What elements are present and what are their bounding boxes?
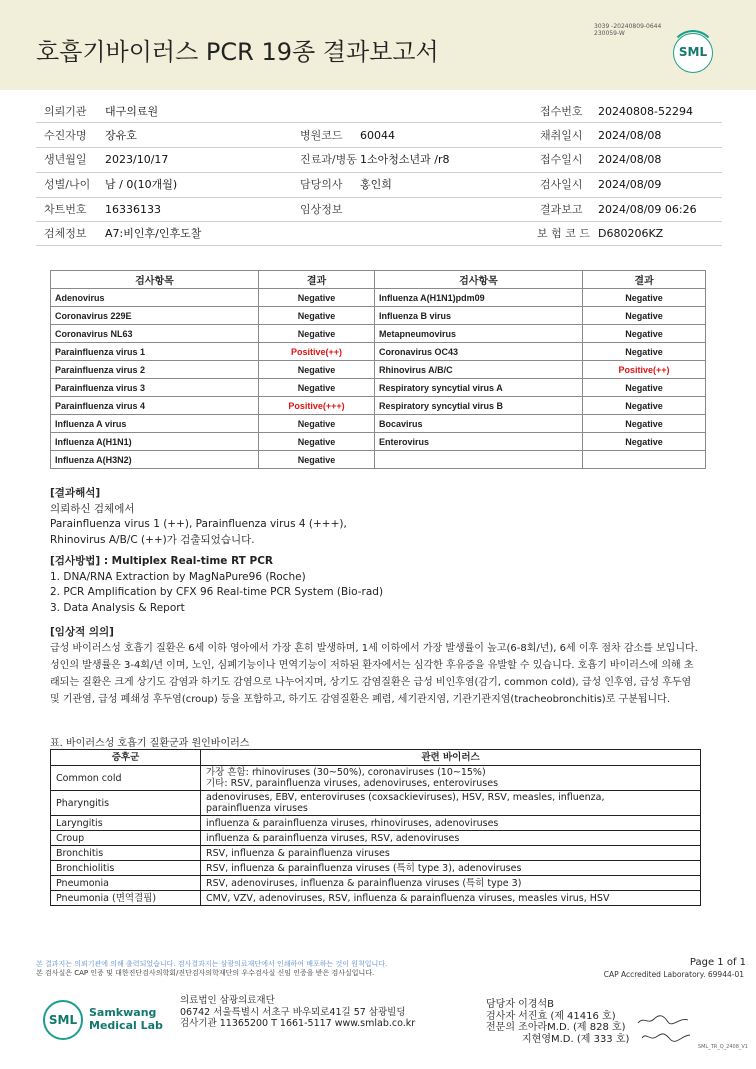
disease-table-caption: 표. 바이러스성 호흡기 질환군과 원인바이러스	[50, 738, 250, 749]
test-result: Negative	[583, 415, 706, 433]
birth-value: 2023/10/17	[105, 153, 169, 166]
test-result: Negative	[259, 379, 375, 397]
results-row	[51, 307, 706, 325]
requester-value: 대구의료원	[105, 105, 159, 118]
method-section	[50, 554, 383, 616]
disease-row	[51, 791, 701, 816]
results-row	[51, 379, 706, 397]
test-name: Parainfluenza virus 2	[51, 361, 259, 379]
collect-date-label: 채취일시	[540, 129, 583, 142]
report-date-label: 결과보고	[540, 203, 583, 216]
syndrome-name: Laryngitis	[51, 816, 201, 831]
test-name: Influenza A(H1N1)pdm09	[375, 289, 583, 307]
method-step: 3. Data Analysis & Report	[50, 601, 185, 614]
interpretation-line: Parainfluenza virus 1 (++), Parainfluenza virus 4 (+++),	[50, 518, 347, 530]
virus-line: CMV, VZV, adenoviruses, RSV, influenza & parainfluenza viruses, measles virus, HSV	[206, 892, 610, 904]
related-viruses	[201, 861, 701, 876]
watermark-text: 본 결과지는 의뢰기관에 의해 출력되었습니다. 검사결과지는 삼광의료재단에서 인쇄하여 배포하는 것이 원칙입니다.	[36, 960, 388, 968]
test-result: Positive(+++)	[259, 397, 375, 415]
disease-table	[50, 749, 701, 906]
footer-note	[36, 960, 387, 978]
syndrome-name: Pneumonia	[51, 876, 201, 891]
method-step: 1. DNA/RNA Extraction by MagNaPure96 (Roche)	[50, 570, 306, 583]
test-name: Influenza B virus	[375, 307, 583, 325]
footer-address: 의료법인 삼광의료재단 06742 서울특별시 서초구 바우뫼로41길 57 삼광빌딩 검사기관 11365200 T 1661-5117 www.smlab.co.kr	[180, 995, 416, 1029]
virus-line: 기타: RSV, parainfluenza viruses, adenoviruses, enteroviruses	[206, 778, 499, 789]
related-viruses	[201, 766, 701, 791]
receipt-no-label: 접수번호	[540, 105, 583, 118]
test-name: Respiratory syncytial virus A	[375, 379, 583, 397]
virus-line: RSV, influenza & parainfluenza viruses (특히 type 3), adenoviruses	[206, 862, 522, 874]
test-name: Coronavirus NL63	[51, 325, 259, 343]
interpretation-section	[50, 486, 347, 548]
virus-line: RSV, adenoviruses, influenza & parainfluenza viruses (특히 type 3)	[206, 877, 522, 889]
sml-logo-mark: SML	[43, 1000, 83, 1040]
test-result: Negative	[259, 451, 375, 469]
signature-image	[640, 1031, 692, 1043]
doctor-label: 담당의사	[300, 178, 343, 191]
syndrome-name: Pneumonia (면역결핍)	[51, 891, 201, 906]
virus-line: influenza & parainfluenza viruses, RSV, adenoviruses	[206, 832, 460, 844]
results-row	[51, 415, 706, 433]
test-name: Influenza A(H3N2)	[51, 451, 259, 469]
syndrome-name: Bronchitis	[51, 846, 201, 861]
patient-label: 수진자명	[44, 129, 87, 142]
disease-row	[51, 861, 701, 876]
test-name: Respiratory syncytial virus B	[375, 397, 583, 415]
birth-label: 생년월일	[44, 153, 87, 166]
test-name: Metapneumovirus	[375, 325, 583, 343]
page-number: Page 1 of 1	[689, 957, 746, 968]
insurance-value: D680206KZ	[598, 227, 664, 240]
sex-age-value: 남 / 0(10개월)	[105, 178, 178, 191]
test-name: Parainfluenza virus 4	[51, 397, 259, 415]
test-result: Negative	[259, 361, 375, 379]
related-viruses	[201, 791, 701, 816]
syndrome-name: Croup	[51, 831, 201, 846]
test-result: Negative	[583, 379, 706, 397]
col-header-test-item: 검사항목	[375, 271, 583, 289]
test-result: Negative	[259, 289, 375, 307]
insurance-label: 보 험 코 드	[537, 227, 590, 240]
test-name: Rhinovirus A/B/C	[375, 361, 583, 379]
dept-label: 진료과/병동	[300, 153, 357, 166]
test-name: Coronavirus OC43	[375, 343, 583, 361]
test-date-label: 검사일시	[540, 178, 583, 191]
receipt-date-value: 2024/08/08	[598, 153, 662, 166]
virus-line: influenza & parainfluenza viruses, rhinoviruses, adenoviruses	[206, 817, 499, 829]
results-table	[50, 270, 706, 469]
form-code: SML_TR_Q_2408_V1	[697, 1044, 748, 1050]
results-header-row	[51, 271, 706, 289]
specimen-label: 검체정보	[44, 227, 87, 240]
test-name: Parainfluenza virus 3	[51, 379, 259, 397]
related-viruses	[201, 891, 701, 906]
results-row	[51, 361, 706, 379]
results-row	[51, 325, 706, 343]
test-result: Negative	[583, 397, 706, 415]
virus-line: RSV, influenza & parainfluenza viruses	[206, 847, 390, 859]
results-row	[51, 433, 706, 451]
results-row	[51, 451, 706, 469]
syndrome-name: Bronchiolitis	[51, 861, 201, 876]
report-date-value: 2024/08/09 06:26	[598, 203, 697, 216]
interpretation-heading: [결과해석]	[50, 487, 101, 499]
test-result: Negative	[583, 325, 706, 343]
test-name: Enterovirus	[375, 433, 583, 451]
hospital-code-value: 60044	[360, 129, 395, 142]
test-name	[375, 451, 583, 469]
results-row	[51, 289, 706, 307]
interpretation-line: 의뢰하신 검체에서	[50, 502, 135, 515]
syndrome-name: Pharyngitis	[51, 791, 201, 816]
signature-image	[636, 1014, 690, 1026]
org-name: Samkwang Medical Lab	[89, 1006, 163, 1032]
report-title: 호흡기바이러스 PCR 19종 결과보고서	[36, 38, 439, 66]
test-name: Parainfluenza virus 1	[51, 343, 259, 361]
document-code: 3039 -20240809-0644 230059-W	[594, 23, 662, 37]
syndrome-name: Common cold	[51, 766, 201, 791]
sex-age-label: 성별/나이	[44, 178, 91, 191]
related-viruses	[201, 816, 701, 831]
receipt-date-label: 접수일시	[540, 153, 583, 166]
test-name: Coronavirus 229E	[51, 307, 259, 325]
doctor-value: 홍인희	[360, 178, 392, 191]
clinical-text: 급성 바이러스성 호흡기 질환은 6세 이하 영아에서 가장 흔히 발생하며, 1세 이하에서 가장 발생률이 높고(6-8회/년), 6세 이후 점차 감소를 보입니다. 성인의 발생률은 3-4회/년 이며, 노인, 심폐기능이나 면역기능이 저하된 환자에서는 심각한 후유증을 유발할 수 있습니다. 호흡기 바이러스에 의해 초래되는 질환은 크게 상기도 감염과 하기도 감염으로 나누어지며, 상기도 감염질환은 급성 비인후염(감기, common cold), 급성 인후염, 급성 후두염 및 기관염, 급성 폐쇄성 후두염(croup) 등을 포함하고, 하기도 감염질환은 폐렴, 세기관지염, 기관기관지염(tracheobronchitis)로 구분됩니다.	[50, 643, 698, 705]
method-step: 2. PCR Amplification by CFX 96 Real-time PCR System (Bio-rad)	[50, 586, 384, 598]
test-name: Adenovirus	[51, 289, 259, 307]
disease-row	[51, 766, 701, 791]
footer-staff: 담당자 이경석B 검사자 서진효 (제 41416 호) 전문의 조아라M.D. (제 828 호) 지현영M.D. (제 333 호)	[486, 999, 630, 1045]
sml-logo: SML	[673, 33, 713, 73]
test-result: Negative	[259, 433, 375, 451]
hospital-code-label: 병원코드	[300, 129, 343, 142]
virus-line: adenoviruses, EBV, enteroviruses (coxsackieviruses), HSV, RSV, measles, influenza,	[206, 792, 605, 803]
footer-logo	[43, 1000, 163, 1040]
requester-label: 의뢰기관	[44, 105, 87, 118]
virus-line: 가장 흔함: rhinoviruses (30~50%), coronaviruses (10~15%)	[206, 767, 486, 778]
chart-label: 차트번호	[44, 203, 87, 216]
related-viruses	[201, 831, 701, 846]
disease-row	[51, 816, 701, 831]
virus-line: parainfluenza viruses	[206, 803, 308, 814]
cap-accreditation: CAP Accredited Laboratory. 69944-01	[603, 970, 744, 979]
test-date-value: 2024/08/09	[598, 178, 662, 191]
test-result: Negative	[259, 307, 375, 325]
related-viruses	[201, 846, 701, 861]
disease-header-row	[51, 750, 701, 766]
col-header-viruses: 관련 바이러스	[201, 750, 701, 766]
method-heading: [검사방법] : Multiplex Real-time RT PCR	[50, 555, 273, 567]
disease-row	[51, 846, 701, 861]
disease-row	[51, 891, 701, 906]
chart-value: 16336133	[105, 203, 161, 216]
patient-value: 장유호	[105, 129, 137, 142]
test-name: Influenza A virus	[51, 415, 259, 433]
col-header-result: 결과	[583, 271, 706, 289]
test-result: Negative	[259, 415, 375, 433]
test-result: Positive(++)	[583, 361, 706, 379]
test-result: Negative	[583, 433, 706, 451]
specimen-value: A7:비인후/인후도찰	[105, 227, 202, 240]
test-name: Influenza A(H1N1)	[51, 433, 259, 451]
col-header-test-item: 검사항목	[51, 271, 259, 289]
report-header	[0, 0, 756, 90]
test-name: Bocavirus	[375, 415, 583, 433]
col-header-syndrome: 증후군	[51, 750, 201, 766]
results-row	[51, 397, 706, 415]
test-result: Negative	[583, 307, 706, 325]
disease-row	[51, 831, 701, 846]
dept-value: 1소아청소년과 /r8	[360, 153, 450, 166]
cap-note: 본 검사실은 CAP 인증 및 대한진단검사의학회/진단검사의학재단의 우수검사실 신임 인증을 받은 검사실입니다.	[36, 969, 375, 977]
receipt-no-value: 20240808-52294	[598, 105, 693, 118]
clinical-heading: [임상적 의의]	[50, 626, 114, 638]
collect-date-value: 2024/08/08	[598, 129, 662, 142]
col-header-result: 결과	[259, 271, 375, 289]
interpretation-line: Rhinovirus A/B/C (++)가 검출되었습니다.	[50, 533, 255, 546]
test-result: Negative	[583, 289, 706, 307]
test-result: Negative	[583, 343, 706, 361]
results-row	[51, 343, 706, 361]
clinical-info-label: 임상정보	[300, 203, 343, 216]
test-result: Positive(++)	[259, 343, 375, 361]
related-viruses	[201, 876, 701, 891]
disease-row	[51, 876, 701, 891]
test-result	[583, 451, 706, 469]
test-result: Negative	[259, 325, 375, 343]
